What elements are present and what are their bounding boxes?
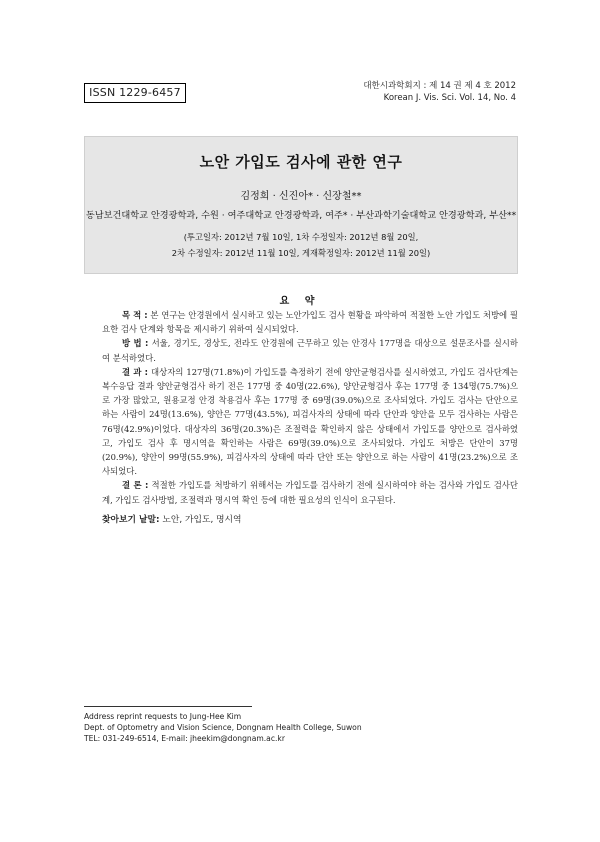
- results-label: 결 과 :: [122, 366, 149, 377]
- footnote-line-3: TEL: 031-249-6514, E-mail: jheekim@dongnam.ac.kr: [84, 734, 285, 743]
- issn-box: ISSN 1229-6457: [84, 83, 186, 103]
- authors: 김정희 · 신진아* · 신장철**: [240, 191, 362, 202]
- journal-english: Korean J. Vis. Sci. Vol. 14, No. 4: [383, 93, 516, 103]
- abstract-purpose: [102, 308, 518, 336]
- keywords: [102, 512, 242, 525]
- journal-korean: 대한시과학회지 : 제 14 권 제 4 호 2012: [363, 81, 516, 91]
- dates-line-1: (투고일자: 2012년 7월 10일, 1차 수정일자: 2012년 8월 20일,: [183, 232, 419, 242]
- purpose-text: 본 연구는 안경원에서 실시하고 있는 노안가입도 검사 현황을 파악하여 적절한 노안 가입도 처방에 필요한 검사 단계와 항목을 제시하기 위하여 실시되었다.: [102, 310, 518, 335]
- correspondence-footnote: [84, 711, 362, 744]
- conclusion-text: 적절한 가입도를 처방하기 위해서는 가입도를 검사하기 전에 실시하여야 하는 검사와 가입도 검사단계, 가입도 검사방법, 조절력과 명시역 확인 등에 대한 필요성의 인식이 요구된다.: [102, 480, 518, 505]
- dates-line-2: 2차 수정일자: 2012년 11월 10일, 게재확정일자: 2012년 11월 20일): [171, 248, 431, 258]
- conclusion-label: 결 론 :: [122, 480, 149, 491]
- submission-dates: [85, 229, 517, 261]
- footnote-line-1: Address reprint requests to Jung-Hee Kim: [84, 712, 242, 721]
- purpose-label: 목 적 :: [122, 310, 148, 320]
- keywords-text: 노안, 가입도, 명시역: [162, 515, 242, 525]
- keywords-label: 찾아보기 낱말:: [102, 515, 160, 525]
- abstract-conclusion: [102, 478, 518, 506]
- affiliations: 동남보건대학교 안경광학과, 수원 · 여주대학교 안경광학과, 여주* · 부산과학기술대학교 안경광학과, 부산**: [85, 210, 517, 221]
- methods-label: 방 법 :: [122, 338, 149, 349]
- abstract-results: [102, 365, 518, 479]
- results-text: 대상자의 127명(71.8%)이 가입도를 측정하기 전에 양안균형검사를 실시하였고, 가입도 검사단계는 복수응답 결과 양안균형검사 하기 전은 177명 중 40명(22.6%), 양안균형검사 후는 177명 중 134명(75.7%)으로 가장 많았고, 원용교정 안경 착용검사 후는 177명 중 69명(39.0%)으로 조사되었다. 가입도 검사는 단안으로 하는 사람이 24명(13.6%), 양안은 77명(43.5%), 피검사자의 상태에 따라 단안과 양안을 모두 검사하는 사람은 76명(42.9%)이었다. 대상자의 36명(20.3%)은 조절력을 확인하지 않은 상태에서 가입도를 양안으로 검사하였고, 가입도 검사 후 명시역을 확인하는 사람은 69명(39.0%)으로 조사되었다. 가입도 처방은 단안이 37명(20.9%), 양안이 99명(55.9%), 피검사자의 상태에 따라 단안 또는 양안으로 하는 사람이 41명(23.2%)으로 조사되었다.: [102, 366, 518, 477]
- abstract-methods: [102, 336, 518, 364]
- paper-title: 노안 가입도 검사에 관한 연구: [199, 153, 403, 171]
- footnote-divider: [84, 706, 252, 707]
- abstract-heading: 요 약: [279, 296, 321, 307]
- title-block: [84, 136, 518, 274]
- methods-text: 서울, 경기도, 경상도, 전라도 안경원에 근무하고 있는 안경사 177명을 대상으로 설문조사를 실시하여 분석하였다.: [102, 338, 518, 363]
- footnote-line-2: Dept. of Optometry and Vision Science, Dongnam Health College, Suwon: [84, 723, 362, 732]
- journal-info: [363, 80, 516, 104]
- abstract-body: [102, 308, 518, 507]
